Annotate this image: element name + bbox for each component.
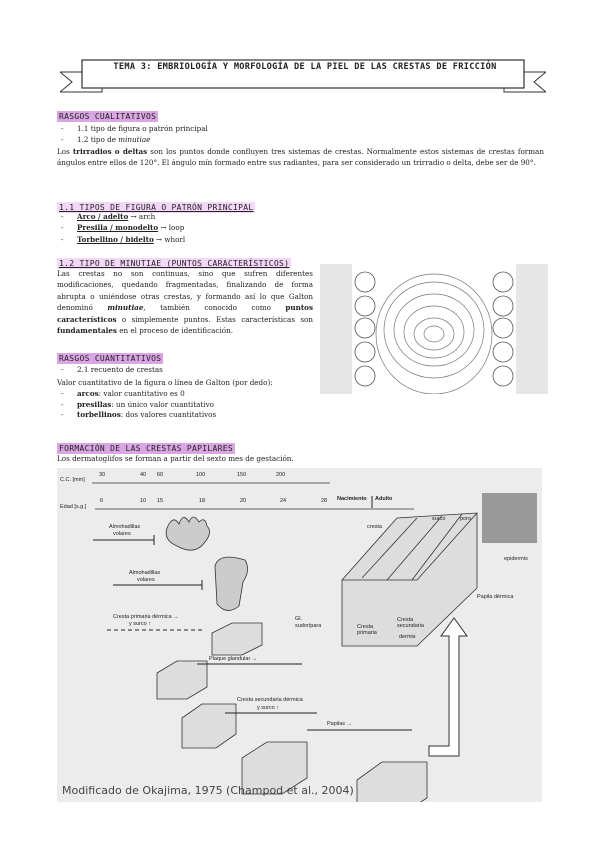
tick: 10 xyxy=(140,498,147,504)
quant-list xyxy=(57,364,317,375)
term: Arco / adelto xyxy=(77,212,129,221)
label: primaria xyxy=(357,630,377,636)
list-item xyxy=(57,134,537,145)
minutiae-fingerprint-image xyxy=(320,264,548,394)
section-quantitative xyxy=(57,346,163,365)
label: epidermis xyxy=(504,556,528,562)
label: surco xyxy=(432,516,446,522)
tick: 20 xyxy=(240,498,247,504)
tick: 28 xyxy=(321,498,328,504)
label: Papilas → xyxy=(327,721,353,727)
birth-label: Nacimiento xyxy=(337,496,367,502)
heading: RASGOS CUANTITATIVOS xyxy=(59,354,162,363)
label: secundaria xyxy=(397,623,424,629)
bold: puntos característicos xyxy=(57,303,313,324)
term: presillas xyxy=(77,399,112,409)
text: , también conocido como xyxy=(143,303,286,313)
label: poro xyxy=(460,516,472,522)
heading: FORMACIÓN DE LAS CRESTAS PAPILARES xyxy=(59,444,233,453)
deltas-paragraph xyxy=(57,146,544,169)
term: Torbellino / bidelto xyxy=(77,234,154,244)
tick: 18 xyxy=(199,498,206,504)
list-item xyxy=(57,389,337,400)
tick: 6 xyxy=(100,498,104,504)
tick: 40 xyxy=(140,472,147,478)
list-item xyxy=(57,400,337,411)
label: dermis xyxy=(399,634,416,640)
label: Gl. xyxy=(295,616,303,622)
list-item: - 2.1 recuento de crestas xyxy=(57,364,317,375)
galton-list xyxy=(57,389,337,421)
list-item xyxy=(57,410,337,421)
heading: RASGOS CUALITATIVOS xyxy=(59,112,157,121)
label: y surco ↑ xyxy=(129,621,152,627)
tick: 200 xyxy=(276,472,286,478)
list-item: - 1.1 tipo de figura o patrón principal xyxy=(57,123,537,134)
label: Plaque glandular → xyxy=(209,656,258,662)
tick: 100 xyxy=(196,472,206,478)
cc-axis-label: C.C. [mm] xyxy=(60,477,85,483)
label: Almohadillas xyxy=(129,570,161,576)
tick: 150 xyxy=(237,472,247,478)
text: en el proceso de identificación. xyxy=(116,326,233,336)
text: o simplemente puntos. Estas características son xyxy=(116,314,313,324)
term: torbellinos xyxy=(77,410,121,419)
text: son los puntos donde confluyen tres sistemas de crestas. Normalmente estos sistemas de crestas forman ángulos entre ellos de 120°. El ángulo mín formado entre sus radiantes, para ser considerado un trirradio o delta, debe ser de 90°. xyxy=(57,147,544,168)
label: volares xyxy=(113,531,131,537)
text: Las crestas no son continuas, sino que sufren diferentes modificaciones, quedando fragmentadas, finalizando de forma abrupta o uniéndose otras crestas, y formando así lo que Galton denominó xyxy=(57,269,313,313)
galton-intro: Valor cuantitativo de la figura o línea de Galton (por dedo): xyxy=(57,378,273,387)
heading: 1.1 TIPOS DE FIGURA O PATRÓN PRINCIPAL xyxy=(59,203,254,212)
label: volares xyxy=(137,577,155,583)
value: : un único valor cuantitativo xyxy=(111,399,214,409)
label: Cresta primaria dérmica → xyxy=(113,614,179,620)
label: Papila dérmica xyxy=(477,594,514,600)
value: → whorl xyxy=(156,234,186,244)
qual-list xyxy=(57,123,537,146)
minutiae-paragraph xyxy=(57,268,313,336)
section-qualitative xyxy=(57,104,158,123)
emphasis: minutiae xyxy=(118,135,151,145)
bold: trirradios o deltas xyxy=(72,147,148,156)
value: → loop xyxy=(160,223,185,233)
label: sudorípara xyxy=(295,623,322,629)
text: Los xyxy=(57,147,73,156)
value: → arch xyxy=(130,212,156,221)
adult-label: Adulto xyxy=(375,496,393,502)
list-item xyxy=(57,234,317,245)
label: Cresta secundaria dérmica xyxy=(237,697,303,703)
ridge-texture-image xyxy=(482,493,537,543)
tick: 30 xyxy=(99,472,106,478)
tick: 15 xyxy=(157,498,164,504)
figure-caption: Modificado de Okajima, 1975 (Champod et al., 2004) xyxy=(62,784,354,797)
heading: 1.2 TIPO DE MINUTIAE (PUNTOS CARACTERÍSTICOS) xyxy=(59,259,290,268)
tick: 60 xyxy=(157,472,164,478)
text: 1.2 tipo de xyxy=(77,135,119,145)
term: Presilla / monodelto xyxy=(77,223,159,233)
bold: fundamentales xyxy=(57,326,117,336)
pattern-list xyxy=(57,211,317,245)
value: : valor cuantitativo es 0 xyxy=(98,389,185,398)
label: Almohadillas xyxy=(109,524,141,530)
value: : dos valores cuantitativos xyxy=(120,410,217,419)
label: Cresta xyxy=(397,617,414,623)
label: Cresta xyxy=(357,624,374,630)
ridge-formation-figure xyxy=(57,468,542,802)
page-title: TEMA 3: EMBRIOLOGÍA Y MORFOLOGÍA DE LA PIEL DE LAS CRESTAS DE FRICCIÓN xyxy=(113,62,497,72)
formation-text: Los dermatoglifos se forman a partir del sexto mes de gestación. xyxy=(57,454,294,463)
age-axis-label: Edad [s.g.] xyxy=(60,504,87,510)
term: arcos xyxy=(77,389,99,398)
emphasis: minutiae xyxy=(107,303,144,313)
list-item xyxy=(57,211,317,222)
label: cresta xyxy=(367,524,382,530)
label: y surco ↑ xyxy=(257,705,280,711)
tick: 24 xyxy=(280,498,287,504)
list-item xyxy=(57,222,317,233)
